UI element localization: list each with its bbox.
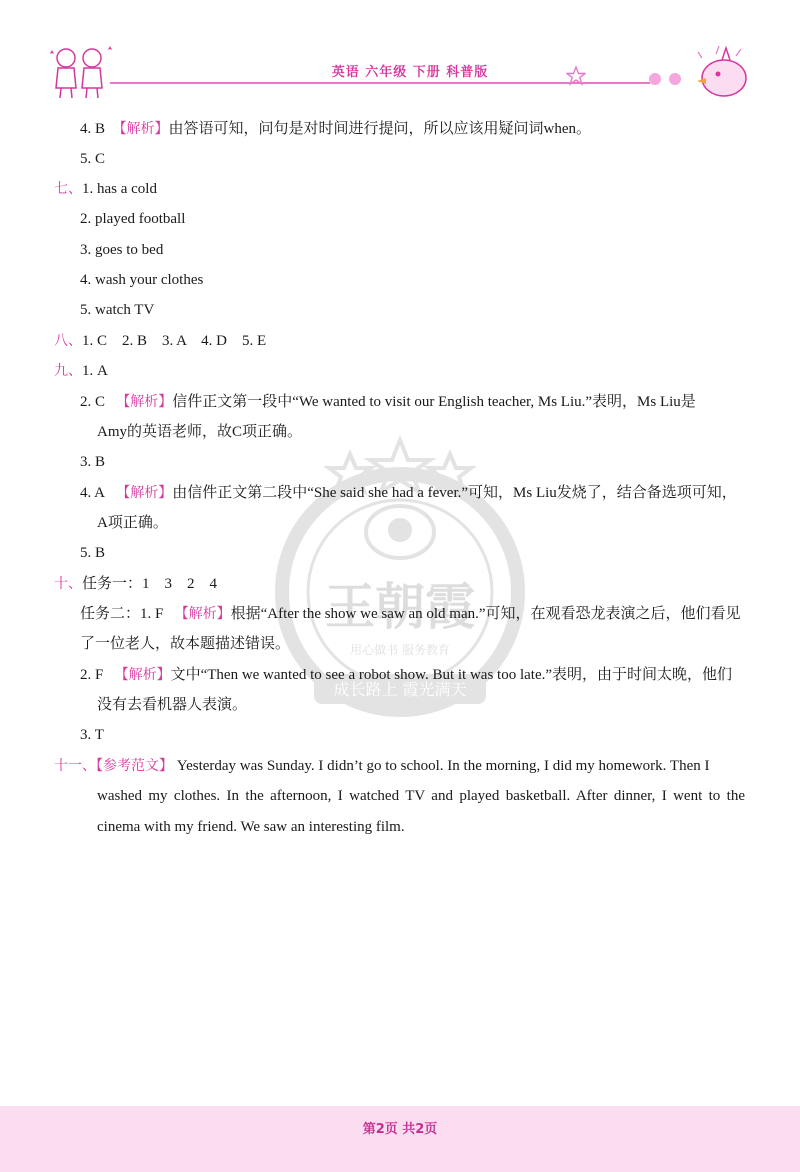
- answer-prefix: 4. B: [80, 121, 106, 137]
- s11-line3: cinema with my friend. We saw an interesting film.: [97, 819, 405, 835]
- s9-q1: [54, 360, 108, 382]
- s10-q3: 3. T: [80, 727, 104, 743]
- s9-q3: 3. B: [80, 454, 106, 470]
- section-number: 八、: [54, 333, 82, 349]
- watermark-slogan-text: 用心做书 服务教育: [350, 643, 450, 657]
- section-number: 七、: [54, 181, 82, 197]
- analysis-text: 文中“Then we wanted to see a robot show. But it was too late.”表明，由于时间太晚，他们: [170, 667, 733, 683]
- s9-q4-line2: A项正确。: [97, 515, 168, 531]
- answer-prefix: 4. A: [80, 485, 106, 501]
- answer-text: 任务一：1 3 2 4: [82, 576, 218, 592]
- watermark-banner-text: 成长路上 霞光满天: [333, 680, 467, 699]
- essay-text: Yesterday was Sunday. I didn’t go to school. In the morning, I did my homework. Then I: [176, 758, 710, 774]
- analysis-tag: 【解析】: [116, 485, 173, 501]
- answer-text: 1. C 2. B 3. A 4. D 5. E: [82, 333, 267, 349]
- answer-prefix: 2. C: [80, 394, 106, 410]
- s10-task2-line2: 了一位老人，故本题描述错误。: [80, 636, 291, 652]
- s6-q4: [80, 118, 591, 140]
- analysis-text: 信件正文第一段中“We wanted to visit our English teacher, Ms Liu.”表明，Ms Liu是: [172, 394, 696, 410]
- s10-task1: [54, 573, 217, 595]
- answer-prefix: 2. F: [80, 667, 104, 683]
- s9-q2-line2: Amy的英语老师，故C项正确。: [97, 424, 303, 440]
- s10-q2-line1: [80, 664, 732, 686]
- s11-line1: [54, 755, 709, 777]
- section-number: 九、: [54, 363, 82, 379]
- s9-q4-line1: [80, 482, 737, 504]
- answer-text: 1. A: [82, 363, 108, 379]
- s7-item-1: [54, 178, 157, 200]
- s11-line2: washed my clothes. In the afternoon, I watched TV and played basketball. After dinner, I went to the: [97, 788, 745, 804]
- answer-prefix: 任务二：1. F: [80, 606, 164, 622]
- header-title: 英语 六年级 下册 科普版: [331, 65, 489, 80]
- analysis-tag: 【解析】: [116, 394, 173, 410]
- s7-item-3: 3. goes to bed: [80, 242, 164, 258]
- s6-q5: 5. C: [80, 151, 106, 167]
- answer-text: 1. has a cold: [82, 181, 157, 197]
- page-footer: [0, 1106, 800, 1172]
- section-number: 十一、: [54, 758, 96, 774]
- section-number: 十、: [54, 576, 82, 592]
- page-number: 第2页 共2页: [362, 1122, 438, 1137]
- analysis-text: 由答语可知，问句是对时间进行提问，所以应该用疑问词when。: [168, 121, 592, 137]
- s8-answers: [54, 330, 266, 352]
- watermark-brand-text: 王朝霞: [325, 577, 475, 636]
- s7-item-4: 4. wash your clothes: [80, 272, 204, 288]
- analysis-tag: 【解析】: [114, 667, 171, 683]
- s9-q5: 5. B: [80, 545, 106, 561]
- s10-q2-line2: 没有去看机器人表演。: [97, 697, 248, 713]
- s9-q2-line1: [80, 391, 696, 413]
- s7-item-2: 2. played football: [80, 211, 186, 227]
- analysis-tag: 【解析】: [112, 121, 169, 137]
- s10-task2-line1: [80, 603, 741, 625]
- sample-essay-tag: 【参考范文】: [96, 758, 173, 774]
- s7-item-5: 5. watch TV: [80, 302, 155, 318]
- analysis-text: 根据“After the show we saw an old man.”可知，在观看恐龙表演之后，他们看见: [230, 606, 741, 622]
- analysis-text: 由信件正文第二段中“She said she had a fever.”可知，Ms Liu发烧了，结合备选项可知，: [172, 485, 737, 501]
- analysis-tag: 【解析】: [174, 606, 231, 622]
